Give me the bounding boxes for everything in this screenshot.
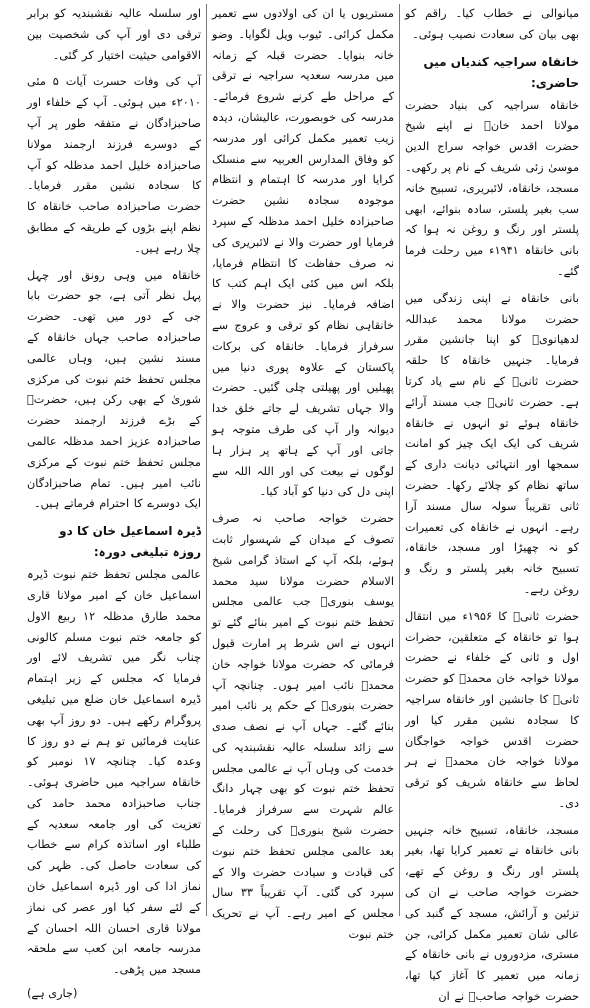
- paragraph: اور سلسلہ عالیہ نقشبندیہ کو برابر ترقی دی اور آپ کی شخصیت بین الاقوامی حیثیت اختیار کر گئی۔: [27, 7, 201, 62]
- column-right: [400, 4, 584, 1004]
- paragraph: میانوالی نے خطاب کیا۔ راقم کو بھی بیان کی سعادت نصیب ہوئی۔: [405, 7, 579, 41]
- paragraph: خانقاہ میں وہی رونق اور چہل پہل نظر آتی ہے، جو حضرت بابا جی کے دور میں تھی۔ حضرت صاحبزادہ صاحب جہاں خانقاہ کے مسند نشین ہیں، وہاں عالمی مجلس تحفظ ختم نبوت کی مرکزی شوریٰ کے بھی رکن ہیں، حضرتؒ کے بڑے فرزند ارجمند حضرت صاحبزادہ عزیز احمد مدظلہ عالمی مجلس تحفظ ختم نبوت کے مرکزی نائب امیر ہیں۔ تمام صاحبزادگان ایک دوسرے کا احترام فرماتے ہیں۔: [27, 268, 201, 511]
- paragraph: حضرت خواجہ صاحب نہ صرف تصوف کے میدان کے شہسوار ثابت ہوئے، بلکہ آپ کے استاذ گرامی شیخ الاسلام حضرت مولانا سید محمد یوسف بنوریؒ جب عالمی مجلس تحفظ ختم نبوت کے امیر بنائے گئے تو انہوں نے اس شرط پر امارت قبول فرمائی کہ حضرت مولانا خواجہ خان محمدؒ نائب امیر ہوں۔ چنانچہ آپ حضرت بنوریؒ کے حکم پر نائب امیر بنائے گئے۔ جہاں آپ نے نصف صدی سے زائد سلسلہ عالیہ نقشبندیہ کی خدمت کی وہاں آپ نے عالمی مجلس تحفظ ختم نبوت کو بھی چہار دانگ عالم شہرت سے سرفراز فرمایا۔ حضرت شیخ بنوریؒ کی رحلت کے بعد عالمی مجلس تحفظ ختم نبوت کی قیادت و سیادت حضرت والا کے سپرد کی گئی۔ آپ تقریباً ۳۳ سال مجلس کے امیر رہے۔ آپ نے تحریک ختم نبوت: [212, 512, 394, 942]
- continued-marker: (جاری ہے): [27, 987, 78, 1001]
- paragraph: مستریوں یا ان کی اولادوں سے تعمیر مکمل کرائی۔ ٹیوب ویل لگوایا۔ وضو خانہ بنوایا۔ حضرت قبلہ کے زمانہ میں مدرسہ سعدیہ سراجیہ نے ترقی کے مراحل طے کرنے شروع فرمائے۔ مدرسہ کی خوبصورت، عالیشان، دیدہ زیب تعمیر مکمل کرائی اور مدرسہ کو وفاق المدارس العربیہ سے منسلک کرایا اور مدرسہ کا اہتمام و انتظام موجودہ سجادہ نشین حضرت صاحبزادہ خلیل احمد مدظلہ کے سپرد فرمایا اور حضرت والا نے لائبریری کی نہ صرف حفاظت کا انتظام فرمایا، بلکہ اس میں کئی ایک اہم کتب کا اضافہ فرمایا۔ نیز حضرت والا نے خانقاہی نظام کو ترقی و عروج سے سرفراز فرمایا۔ خانقاہ کی برکات پاکستان کے علاوہ پوری دنیا میں پھیلیں اور پھیلتی چلی گئیں۔ حضرت والا جہاں تشریف لے جاتے خلق خدا دیوانہ وار آپ کی طرف متوجہ ہو جاتی اور آپ کے ہاتھ پر ہزار ہا لوگوں نے بیعت کی اور اللہ اللہ سے اپنی دل کی دنیا کو آباد کیا۔: [212, 7, 394, 499]
- paragraph: خانقاہ سراجیہ کی بنیاد حضرت مولانا احمد خانؒ نے اپنے شیخ حضرت اقدس خواجہ سراج الدین موسیٰ زئی شریف کے نام پر رکھی۔ مسجد، خانقاہ، لائبریری، تسبیح خانہ سب بغیر پلستر، سادہ بنوائے، ابھی پلستر اور رنگ و روغن نہ ہوا کہ بانی خانقاہ ۱۹۴۱ء میں رحلت فرما گئے۔: [405, 98, 579, 278]
- paragraph: حضرت ثانیؒ کا ۱۹۵۶ء میں انتقال ہوا تو خانقاہ کے متعلقین، حضرات اول و ثانی کے خلفاء نے حضرت مولانا خواجہ خان محمدؒ کو حضرت ثانیؒ کا جانشین اور خانقاہ سراجیہ کا سجادہ نشین مقرر کیا اور حضرت اقدس خواجہ خواجگان مولانا خواجہ خان محمدؒ نے ہر لحاظ سے خانقاہ شریف کو ترقی دی۔: [405, 609, 579, 810]
- section-heading-khanqah: خانقاہ سراجیہ کندیاں میں حاضری:: [423, 54, 579, 90]
- section-heading-dera-ismail-khan: ڈیرہ اسماعیل خان کا دو روزہ تبلیغی دورہ:: [59, 524, 201, 560]
- paragraph: عالمی مجلس تحفظ ختم نبوت ڈیرہ اسماعیل خان کے امیر مولانا قاری محمد طارق مدظلہ ۱۲ ربیع الاول کو جامعہ ختم نبوت مسلم کالونی چناب نگر میں تشریف لائے اور فرمایا کہ مجلس کے زیر اہتمام ڈیرہ اسماعیل خان ضلع میں تبلیغی پروگرام رکھے ہیں۔ دو روز آپ بھی عنایت فرمائیں تو ہم نے دو روز کا وعدہ کیا۔ چنانچہ ۱۷ نومبر کو خانقاہ سراجیہ میں حاضری ہوئی۔ جناب صاحبزادہ محمد حامد کی تعزیت کی اور جامعہ سعدیہ کے طلباء اور اساتذہ کرام سے خطاب کی سعادت حاصل کی۔ ظہر کی نماز ادا کی اور ڈیرہ اسماعیل خان کے لئے سفر کیا اور عصر کی نماز مولانا قاری احسان اللہ احسان کے مدرسہ جامعہ ابن کعب سے ملحقہ مسجد میں پڑھی۔: [27, 568, 202, 977]
- column-left: [22, 4, 206, 1001]
- paragraph: آپ کی وفات حسرت آیات ۵ مئی ۲۰۱۰ء میں ہوئی۔ آپ کے خلفاء اور صاحبزادگان نے متفقہ طور پر آپ کے دوسرے فرزند ارجمند مولانا صاحبزادہ خلیل احمد مدظلہ کو آپ کا سجادہ نشین مقرر فرمایا۔ حضرت صاحبزادہ صاحب خانقاہ کا نظم اپنے بڑوں کے طریقہ کے مطابق چلا رہے ہیں۔: [27, 75, 202, 255]
- paragraph: بانی خانقاہ نے اپنی زندگی میں حضرت مولانا محمد عبداللہ لدھیانویؒ کو اپنا جانشین مقرر فرمایا۔ جنہیں خانقاہ کا حلقہ حضرت ثانیؒ کے نام سے یاد کرتا ہے۔ حضرت ثانیؒ جب مسند آرائے خانقاہ ہوئے تو انہوں نے خانقاہ شریف کی ایک ایک چیز کو امانت سمجھا اور انتہائی دیانت داری کے ساتھ نظام کو چلائے رکھا۔ حضرت ثانی تقریباً سولہ سال مسند آرا رہے۔ انہوں نے خانقاہ کی تعمیرات کو نہ چھیڑا اور مسجد، خانقاہ، تسبیح خانہ بغیر پلستر و رنگ و روغن رہے۔: [405, 291, 579, 596]
- paragraph: مسجد، خانقاہ، تسبیح خانہ جنہیں بانی خانقاہ نے تعمیر کرایا تھا، بغیر پلستر اور رنگ و روغن کے تھے، حضرت خواجہ صاحب نے ان کی تزئین و آرائش، مسجد کے گنبد کی عالی شان تعمیر مکمل کرائی، جن مستری، مزدوروں نے بانی خانقاہ کے زمانہ میں تعمیر کا آغاز کیا تھا، حضرت خواجہ صاحبؒ نے ان: [405, 823, 579, 1004]
- column-middle: [206, 4, 400, 942]
